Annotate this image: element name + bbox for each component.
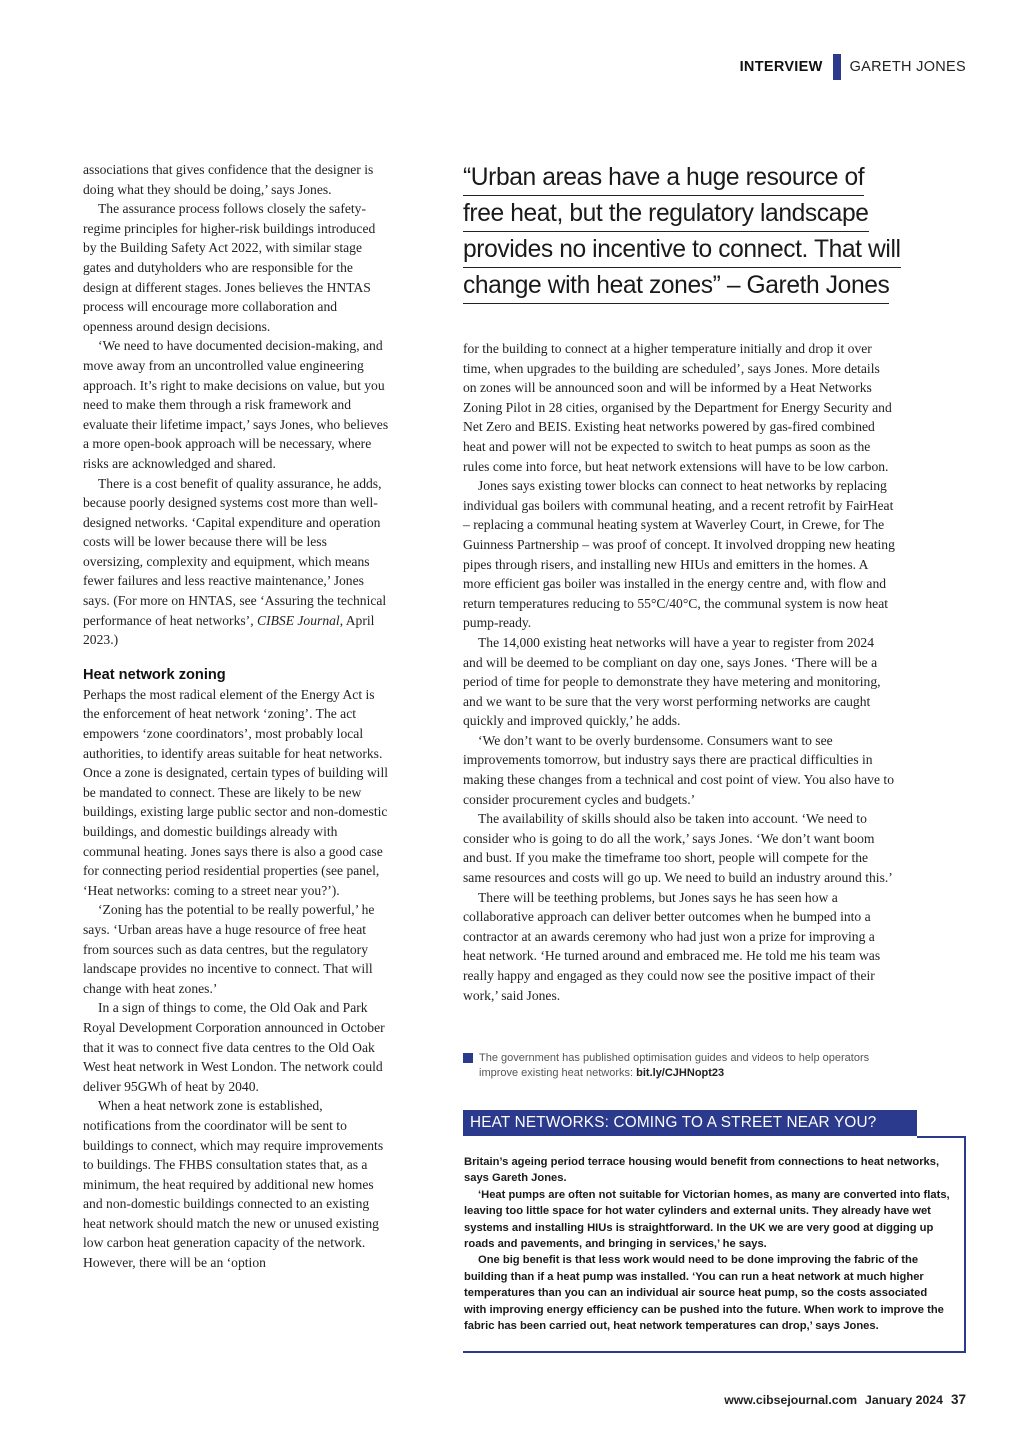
left-paragraph-3: ‘We need to have documented decision-making, and move away from an uncontrolled value engineering approach. It’s right to make decisions on value, but you need to make them through a risk framework and evaluate their lifetime impact,’ says Jones, who believes a more open-book approach will be necessary, where risks are acknowledged and shared. [83,338,389,471]
panel-paragraph-3: One big benefit is that less work would need to be done improving the fabric of the building than if a heat pump was installed. ‘You can run a heat network at much higher temperatures than you can an individual air source heat pump, so the costs associated with improving energy efficiency can be pushed into the future. When work to improve the fabric has been carried out, heat network temperatures can drop,’ says Jones. [464,1254,944,1333]
left-paragraph-4-text-b: , April 2023.) [83,612,375,648]
header-author: GARETH JONES [849,59,966,75]
section-label: INTERVIEW [739,59,823,75]
left-paragraph-1: associations that gives confidence that the designer is doing what they should be doing,’ says Jones. [83,162,374,197]
left-paragraph-6: ‘Zoning has the potential to be really powerful,’ he says. ‘Urban areas have a huge resource of free heat from sources such as data centres, but the regulatory landscape provides no incentive to connect. That will change with heat zones.’ [83,902,375,996]
right-paragraph-2: Jones says existing tower blocks can connect to heat networks by replacing individual gas boilers with communal heating, and a recent retrofit by FairHeat – replacing a communal heating system at Waverley Court, in Crewe, for The Guinness Partnership – was proof of concept. It involved dropping new heating pipes through risers, and installing new HIUs and emitters in the homes. A more efficient gas boiler was installed in the energy centre and, with flow and return temperatures reducing to 55°C/40°C, the communal system is now heat pump-ready. [463,478,895,631]
left-paragraph-4-text-a: There is a cost benefit of quality assurance, he adds, because poorly designed systems cost more than well-designed networks. ‘Capital expenditure and operation costs will be lower because there will be less oversizing, complexity and equipment, which means fewer failures and less reactive maintenance,’ Jones says. (For more on HNTAS, see ‘Assuring the technical performance of heat networks’, [83,475,387,628]
left-column [83,160,389,1273]
pull-quote-line: change with heat zones” – Gareth Jones [463,268,889,304]
panel-paragraph-1: Britain’s ageing period terrace housing would benefit from connections to heat networks, says Gareth Jones. [464,1156,940,1185]
left-paragraph-4 [83,474,389,650]
caption-text: The government has published optimisation guides and videos to help operators improve existing heat networks: [479,1052,870,1079]
caption-marker-square [463,1053,473,1063]
left-paragraph-8: When a heat network zone is established, notifications from the coordinator will be sent to buildings to connect, which may require improvements to buildings. The FHBS consultation states that, as a minimum, the heat required by additional new homes and non-domestic buildings connected to an existing heat network should match the new or unused existing low carbon heat generation capacity of the network. However, there will be an ‘option [83,1098,384,1271]
panel-body [464,1154,952,1334]
right-paragraph-3: The 14,000 existing heat networks will have a year to register from 2024 and will be deemed to be compliant on day one, says Jones. ‘There will be a period of time for people to demonstrate they have metering and monitoring, and we want to be sure that the very worst performing networks are caught quickly and improved quickly,’ he adds. [463,634,881,729]
pull-quote-line: free heat, but the regulatory landscape [463,196,869,232]
right-column [463,339,895,1005]
running-header [740,54,966,80]
pull-quote-line: “Urban areas have a huge resource of [463,160,864,196]
page-number: 37 [950,1392,966,1407]
subheading-heat-network-zoning: Heat network zoning [83,666,226,683]
right-paragraph-1: for the building to connect at a higher temperature initially and drop it over time, when upgrades to the building are scheduled’, says Jones. More details on zones will be announced soon and will be informed by a Heat Networks Zoning Pilot in 28 cities, organised by the Department for Energy Security and Net Zero and BEIS. Existing heat networks powered by gas-fired combined heat and power will not be expected to switch to heat pumps as soon as the rules come into force, but heat network extensions will have to be low carbon. [463,341,892,474]
caption-link[interactable]: bit.ly/CJHNopt23 [636,1066,725,1079]
panel-top-border [917,1136,966,1138]
panel-title: HEAT NETWORKS: COMING TO A STREET NEAR YOU? [463,1110,917,1136]
right-paragraph-5: The availability of skills should also be taken into account. ‘We need to consider who is going to do all the work,’ says Jones. ‘We don’t want boom and bust. If you make the timeframe too short, people will compete for the same resources and costs will go up. We need to build an industry around this.’ [463,811,893,886]
page-footer [724,1392,966,1407]
publication-name: CIBSE Journal [257,612,340,628]
left-paragraph-7: In a sign of things to come, the Old Oak and Park Royal Development Corporation announced in October that it was to connect five data centres to the Old Oak West heat network in West London. The network could deliver 95GWh of heat by 2040. [83,1000,385,1094]
right-paragraph-4: ‘We don’t want to be overly burdensome. Consumers want to see improvements tomorrow, but industry says there are practical difficulties in making these changes from a technical and cost point of view. You also have to consider procurement cycles and budgets.’ [463,732,894,807]
footer-date: January 2024 [865,1393,943,1407]
panel-paragraph-2: ‘Heat pumps are often not suitable for Victorian homes, as many are converted into flats, leaving too little space for hot water cylinders and external units. They already have wet systems and installing HIUs is straightforward. In the UK we are very good at digging up roads and pavements, and bringing in services,’ he says. [464,1188,950,1251]
left-paragraph-2: The assurance process follows closely the safety-regime principles for higher-risk buildings introduced by the Building Safety Act 2022, with similar stage gates and dutyholders who are responsible for the design at different stages. Jones believes the HNTAS process will encourage more collaboration and openness around design decisions. [83,201,376,334]
footer-website[interactable]: www.cibsejournal.com [724,1393,858,1407]
header-divider-bar [833,54,841,80]
pull-quote-line: provides no incentive to connect. That will [463,232,901,268]
right-paragraph-6: There will be teething problems, but Jones says he has seen how a collaborative approach can deliver better outcomes when he bumped into a contractor at an awards ceremony who had just won a prize for improving a heat network. ‘He turned around and embraced me. He told me his team was really happy and engaged as they could now see the positive impact of their work,’ said Jones. [463,889,881,1003]
side-panel [463,1136,966,1353]
left-paragraph-5: Perhaps the most radical element of the Energy Act is the enforcement of heat network ‘zoning’. The act empowers ‘zone coordinators’, most probably local authorities, to identify areas suitable for heat networks. Once a zone is designated, certain types of building will be mandated to connect. These are likely to be new buildings, existing large public sector and non-domestic buildings, and domestic buildings already with communal heating. Jones says there is also a good case for connecting period residential properties (see panel, ‘Heat networks: coming to a street near you?’). [83,686,389,898]
pull-quote [463,160,943,304]
caption [463,1051,903,1080]
